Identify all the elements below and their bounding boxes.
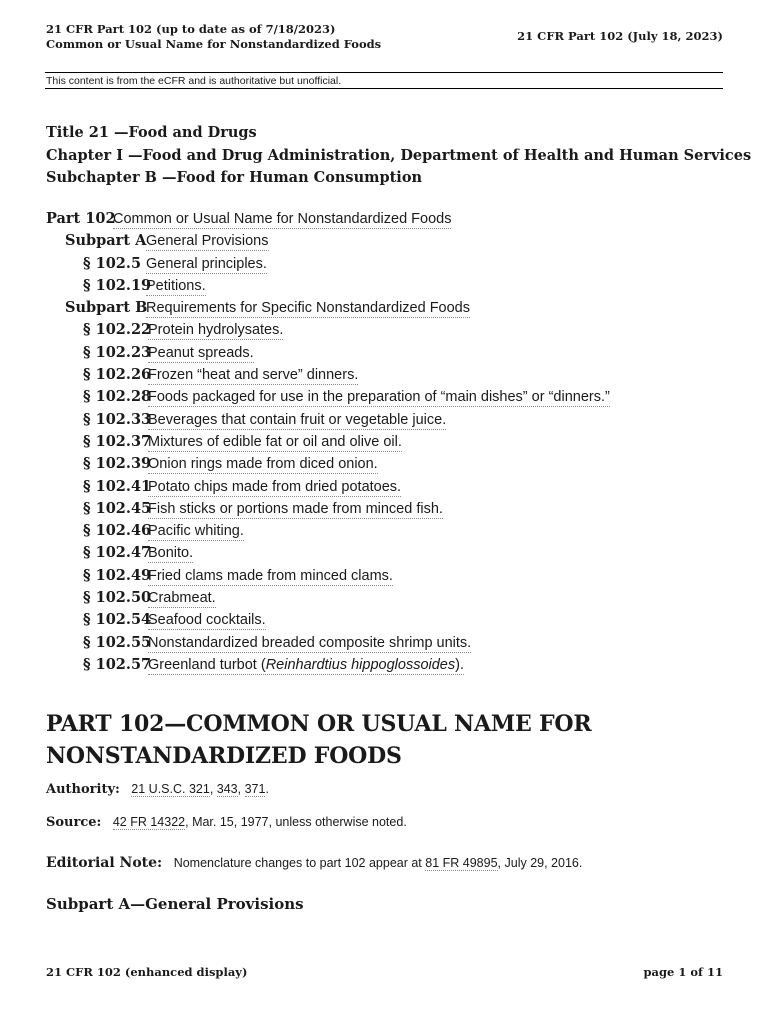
toc-section-link[interactable]: Onion rings made from diced onion. (148, 456, 378, 473)
toc-section-row (46, 342, 610, 364)
toc-section-row (46, 542, 610, 564)
toc-section-number: § 102.39 (83, 455, 152, 473)
toc-section-row (46, 453, 610, 475)
toc-part-link[interactable]: Common or Usual Name for Nonstandardized Foods (113, 211, 452, 227)
toc-subpart-b-link[interactable]: Requirements for Specific Nonstandardized Foods (146, 300, 470, 317)
document-header-subtitle: Common or Usual Name for Nonstandardized Foods (46, 37, 382, 51)
authority-line (46, 782, 269, 797)
toc-section-link[interactable]: Fish sticks or portions made from minced fish. (148, 500, 443, 517)
editorial-note-text: Nomenclature changes to part 102 appear at (173, 856, 426, 870)
toc-section-number: § 102.47 (83, 544, 152, 562)
toc-subpart-a-link[interactable]: General Provisions (146, 233, 269, 250)
hierarchy-block (46, 122, 751, 190)
editorial-note-text: , July 29, 2016. (497, 856, 583, 870)
toc-section-link[interactable]: General principles. (146, 255, 267, 272)
subchapter-heading: Subchapter B —Food for Human Consumption (46, 169, 423, 186)
editorial-note-label: Editorial Note: (46, 855, 163, 871)
toc-label-post: ). (455, 656, 464, 673)
document-header (46, 22, 381, 52)
toc-section-number: § 102.5 (83, 254, 142, 272)
toc-section-link[interactable]: Peanut spreads. (148, 344, 254, 361)
authority-value (131, 782, 269, 797)
toc-section-number: § 102.28 (83, 388, 152, 406)
toc-section-row (46, 253, 610, 275)
part-heading: PART 102—COMMON OR USUAL NAME FOR NONSTANDARDIZED FOODS (46, 711, 592, 769)
toc-section-row (46, 386, 610, 408)
toc-section-number: § 102.41 (83, 477, 152, 495)
toc-section-number: § 102.57 (83, 655, 152, 673)
toc-section-link[interactable]: Foods packaged for use in the preparation of “main dishes” or “dinners.” (148, 389, 610, 406)
source-line (46, 815, 407, 830)
toc-section-row (46, 654, 610, 676)
toc-subpart-a-number: Subpart A (65, 232, 147, 250)
footer-page-number: page 1 of 11 (643, 965, 723, 979)
toc-part-number: Part 102 (46, 210, 116, 227)
toc-section-row (46, 498, 610, 520)
subpart-heading: Subpart A—General Provisions (46, 895, 304, 913)
source-text: , Mar. 15, 1977, unless otherwise noted. (185, 815, 407, 829)
toc-section-row (46, 587, 610, 609)
toc-section-row (46, 476, 610, 498)
chapter-heading: Chapter I —Food and Drug Administration, Department of Health and Human Services (46, 146, 752, 164)
toc-section-link[interactable]: Mixtures of edible fat or oil and olive oil. (148, 433, 402, 450)
toc-section-row (46, 409, 610, 431)
toc-subpart-b-number: Subpart B (65, 299, 148, 317)
source-link[interactable]: 42 FR 14322 (112, 815, 186, 829)
source-value (113, 815, 407, 830)
toc-subpart-b-row (46, 297, 610, 319)
toc-part-row (46, 208, 610, 230)
toc-section-row (46, 319, 610, 341)
toc-section-row (46, 565, 610, 587)
toc-section-number: § 102.33 (83, 410, 152, 428)
toc-section-row (46, 431, 610, 453)
toc-section-row (46, 275, 610, 297)
toc-section-number: § 102.22 (83, 321, 152, 339)
toc-section-number: § 102.19 (83, 276, 152, 294)
toc-section-number: § 102.54 (83, 611, 152, 629)
toc-label-italic: Reinhardtius hippoglossoides (265, 656, 456, 673)
authority-link[interactable]: 343 (216, 782, 238, 796)
toc-section-link[interactable]: Fried clams made from minced clams. (148, 567, 393, 584)
toc-section-number: § 102.45 (83, 499, 152, 517)
toc-section-row (46, 364, 610, 386)
toc-section-row (46, 520, 610, 542)
toc-section-number: § 102.26 (83, 366, 152, 384)
title-heading: Title 21 —Food and Drugs (46, 124, 257, 141)
table-of-contents (46, 208, 610, 676)
toc-section-link[interactable]: Seafood cocktails. (148, 612, 266, 629)
toc-section-link[interactable]: Protein hydrolysates. (148, 322, 284, 339)
toc-section-link[interactable]: Bonito. (148, 545, 194, 562)
toc-section-link[interactable]: Potato chips made from dried potatoes. (148, 478, 402, 495)
editorial-note-value (174, 856, 583, 871)
authority-separator: , (209, 782, 217, 796)
toc-section-link[interactable]: Pacific whiting. (148, 523, 244, 540)
toc-section-row (46, 632, 610, 654)
toc-section-number: § 102.55 (83, 633, 152, 651)
toc-section-link[interactable]: Crabmeat. (148, 590, 216, 607)
toc-section-link[interactable]: Nonstandardized breaded composite shrimp units. (148, 634, 472, 651)
toc-section-link[interactable]: Frozen “heat and serve” dinners. (148, 367, 359, 384)
toc-section-link[interactable] (148, 657, 464, 675)
toc-section-number: § 102.23 (83, 343, 152, 361)
authority-label: Authority: (46, 782, 120, 797)
editorial-note (46, 855, 582, 871)
authority-link[interactable]: 371 (244, 782, 266, 796)
authority-end: . (265, 782, 269, 796)
authority-notice: This content is from the eCFR and is authoritative but unofficial. (45, 72, 723, 89)
document-header-right: 21 CFR Part 102 (July 18, 2023) (517, 29, 723, 43)
document-header-line: 21 CFR Part 102 (up to date as of 7/18/2023) (46, 22, 336, 36)
toc-subpart-a-row (46, 230, 610, 252)
toc-section-link[interactable]: Beverages that contain fruit or vegetable juice. (148, 411, 447, 428)
toc-section-number: § 102.46 (83, 522, 152, 540)
footer-document-name: 21 CFR 102 (enhanced display) (46, 965, 248, 979)
toc-section-row (46, 609, 610, 631)
editorial-note-link[interactable]: 81 FR 49895 (425, 856, 498, 870)
toc-label-pre: Greenland turbot ( (148, 656, 266, 673)
toc-section-number: § 102.50 (83, 589, 152, 607)
toc-section-number: § 102.37 (83, 432, 152, 450)
authority-separator: , (237, 782, 245, 796)
toc-section-number: § 102.49 (83, 566, 152, 584)
authority-link[interactable]: 21 U.S.C. 321 (131, 782, 210, 796)
toc-section-link[interactable]: Petitions. (146, 277, 206, 294)
source-label: Source: (46, 815, 102, 830)
